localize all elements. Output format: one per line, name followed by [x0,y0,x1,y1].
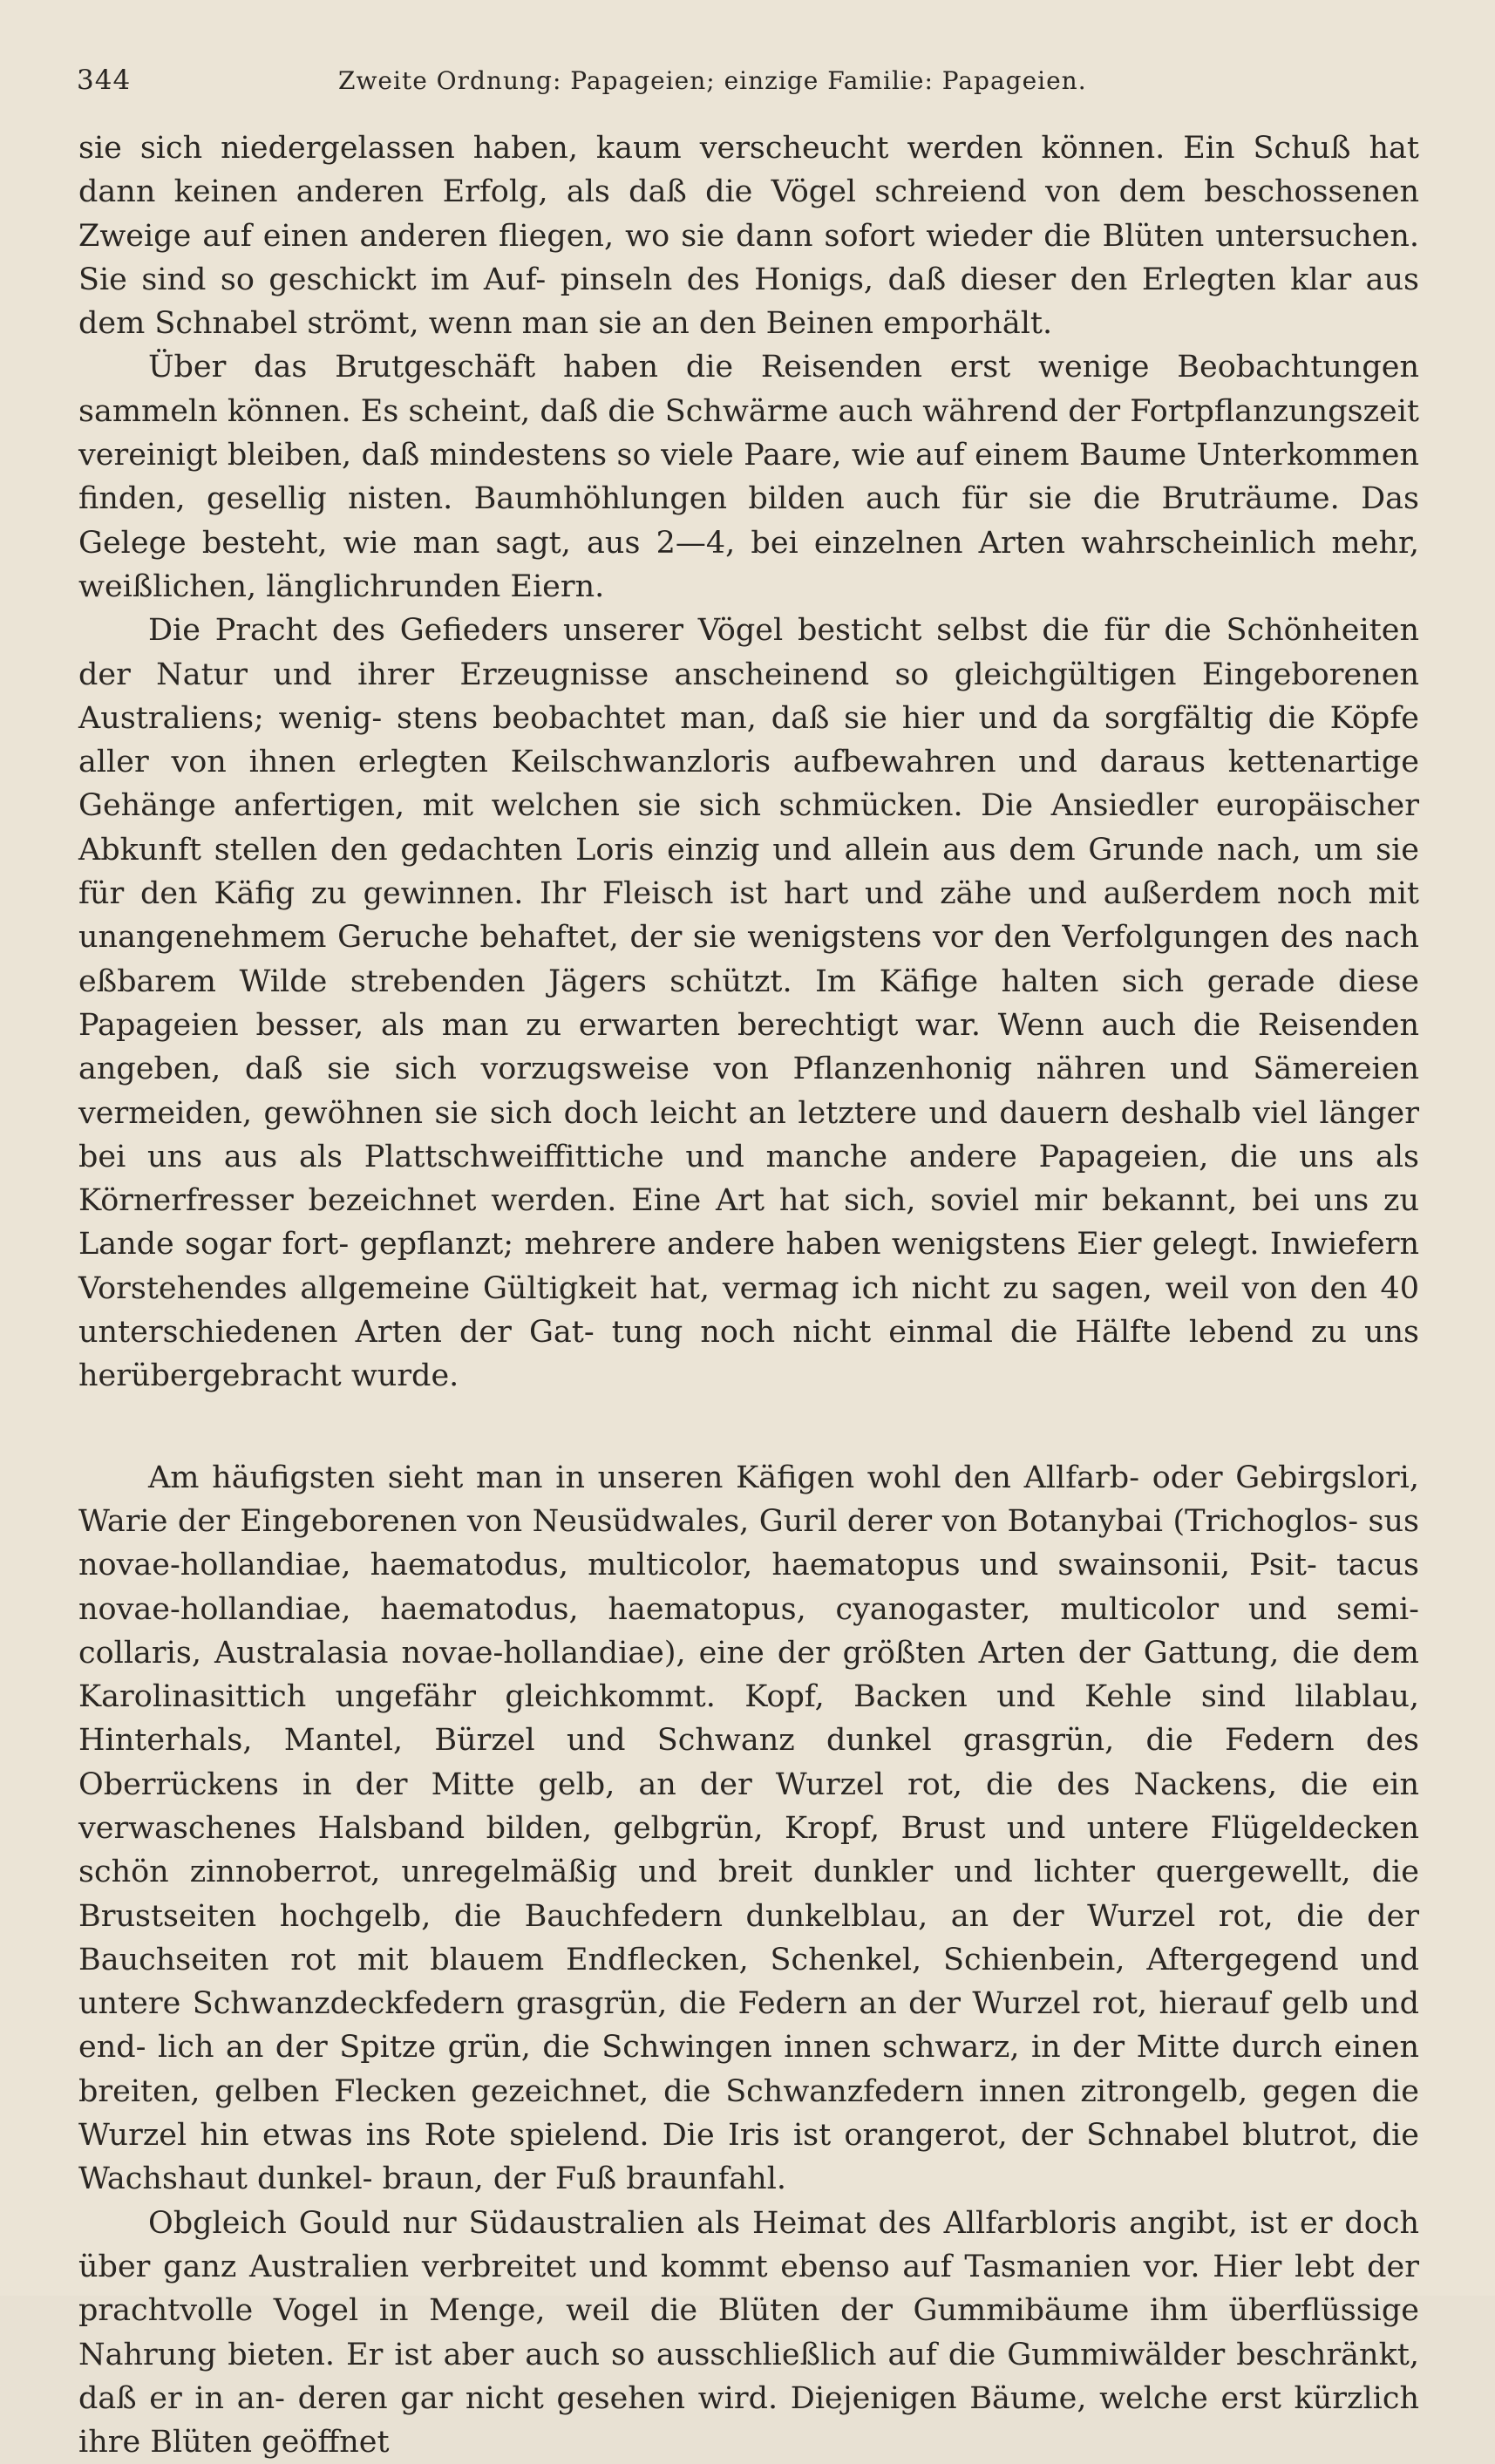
section-gap [78,1399,1419,1456]
running-head: Zweite Ordnung: Papageien; einzige Familie: Papageien. [338,66,1087,95]
paragraph-breeding: Über das Brutgeschäft haben die Reisenden erst wenige Beobachtungen sammeln können. Es scheint, daß die Schwärme auch während der Fortpflanzungszeit vereinigt bleiben, daß mindestens so viele Paare, wie auf einem Baume Unterkommen finden, gesellig nisten. Baumhöhlungen bilden auch für sie die Bruträume. Das Gelege besteht, wie man sagt, aus 2—4, bei einzelnen Arten wahrscheinlich mehr, weißlichen, länglichrunden Eiern. [78,350,1419,604]
page-number: 344 [77,65,132,96]
paragraph-allfarblori: Am häufigsten sieht man in unseren Käfigen wohl den Allfarb- oder Gebirgslori, Warie der Eingeborenen von Neusüdwales, Guril derer von Botanybai (Trichoglos- sus novae-hollandiae, haematodus, multicolor, haematopus und swainsonii, Psit- tacus novae-hollandiae, haematodus, haematopus, cyanogaster, multicolor und semi- collaris, Australasia novae-hollandiae), eine der größten Arten der Gattung, die dem Karolinasittich ungefähr gleichkommt. Kopf, Backen und Kehle sind lilablau, Hinterhals, Mantel, Bürzel und Schwanz dunkel grasgrün, die Federn des Oberrückens in der Mitte gelb, an der Wurzel rot, die des Nackens, die ein verwaschenes Halsband bilden, gelbgrün, Kropf, Brust und untere Flügeldecken schön zinnoberrot, unregelmäßig und breit dunkler und lichter quergewellt, die Brustseiten hochgelb, die Bauchfedern dunkelblau, an der Wurzel rot, die der Bauchseiten rot mit blauem Endflecken, Schenkel, Schienbein, Aftergegend und untere Schwanzdeckfedern grasgrün, die Federn an der Wurzel rot, hierauf gelb und end- lich an der Spitze grün, die Schwingen innen schwarz, in der Mitte durch einen breiten, gelben Flecken gezeichnet, die Schwanzfedern innen zitrongelb, gegen die Wurzel hin etwas ins Rote spielend. Die Iris ist orangerot, der Schnabel blutrot, die Wachshaut dunkel- braun, der Fuß braunfahl. [78,1460,1419,2197]
paragraph-continuation: sie sich niedergelassen haben, kaum verscheucht werden können. Ein Schuß hat dann keinen anderen Erfolg, als daß die Vögel schreiend von dem beschossenen Zweige auf einen anderen fliegen, wo sie dann sofort wieder die Blüten untersuchen. Sie sind so geschickt im Auf- pinseln des Honigs, daß dieser den Erlegten klar aus dem Schnabel strömt, wenn man sie an den Beinen emporhält. [78,131,1419,342]
paragraph-plumage: Die Pracht des Gefieders unserer Vögel besticht selbst die für die Schönheiten der Natur und ihrer Erzeugnisse anscheinend so gleichgültigen Eingeborenen Australiens; wenig- stens beobachtet man, daß sie hier und da sorgfältig die Köpfe aller von ihnen erlegten Keilschwanzloris aufbewahren und daraus kettenartige Gehänge anfertigen, mit welchen sie sich schmücken. Die Ansiedler europäischer Abkunft stellen den gedachten Loris einzig und allein aus dem Grunde nach, um sie für den Käfig zu gewinnen. Ihr Fleisch ist hart und zähe und außerdem noch mit unangenehmem Geruche behaftet, der sie wenigstens vor den Verfolgungen des nach eßbarem Wilde strebenden Jägers schützt. Im Käfige halten sich gerade diese Papageien besser, als man zu erwarten berechtigt war. Wenn auch die Reisenden angeben, daß sie sich vorzugsweise von Pflanzenhonig nähren und Sämereien vermeiden, gewöhnen sie sich doch leicht an letztere und dauern deshalb viel länger bei uns aus als Plattschweiffittiche und manche andere Papageien, die uns als Körnerfresser bezeichnet werden. Eine Art hat sich, soviel mir bekannt, bei uns zu Lande sogar fort- gepflanzt; mehrere andere haben wenigstens Eier gelegt. Inwiefern Vorstehendes allgemeine Gültigkeit hat, vermag ich nicht zu sagen, weil von den 40 unterschiedenen Arten der Gat- tung noch nicht einmal die Hälfte lebend zu uns herübergebracht wurde. [78,613,1419,1394]
page-header [77,65,1419,108]
page-body [78,126,1419,2461]
paragraph-distribution: Obgleich Gould nur Südaustralien als Heimat des Allfarbloris angibt, ist er doch über ganz Australien verbreitet und kommt ebenso auf Tasmanien vor. Hier lebt der prachtvolle Vogel in Menge, weil die Blüten der Gummibäume ihm überflüssige Nahrung bieten. Er ist aber auch so ausschließlich auf die Gummiwälder beschränkt, daß er in an- deren gar nicht gesehen wird. Diejenigen Bäume, welche erst kürzlich ihre Blüten geöffnet [78,2205,1419,2461]
